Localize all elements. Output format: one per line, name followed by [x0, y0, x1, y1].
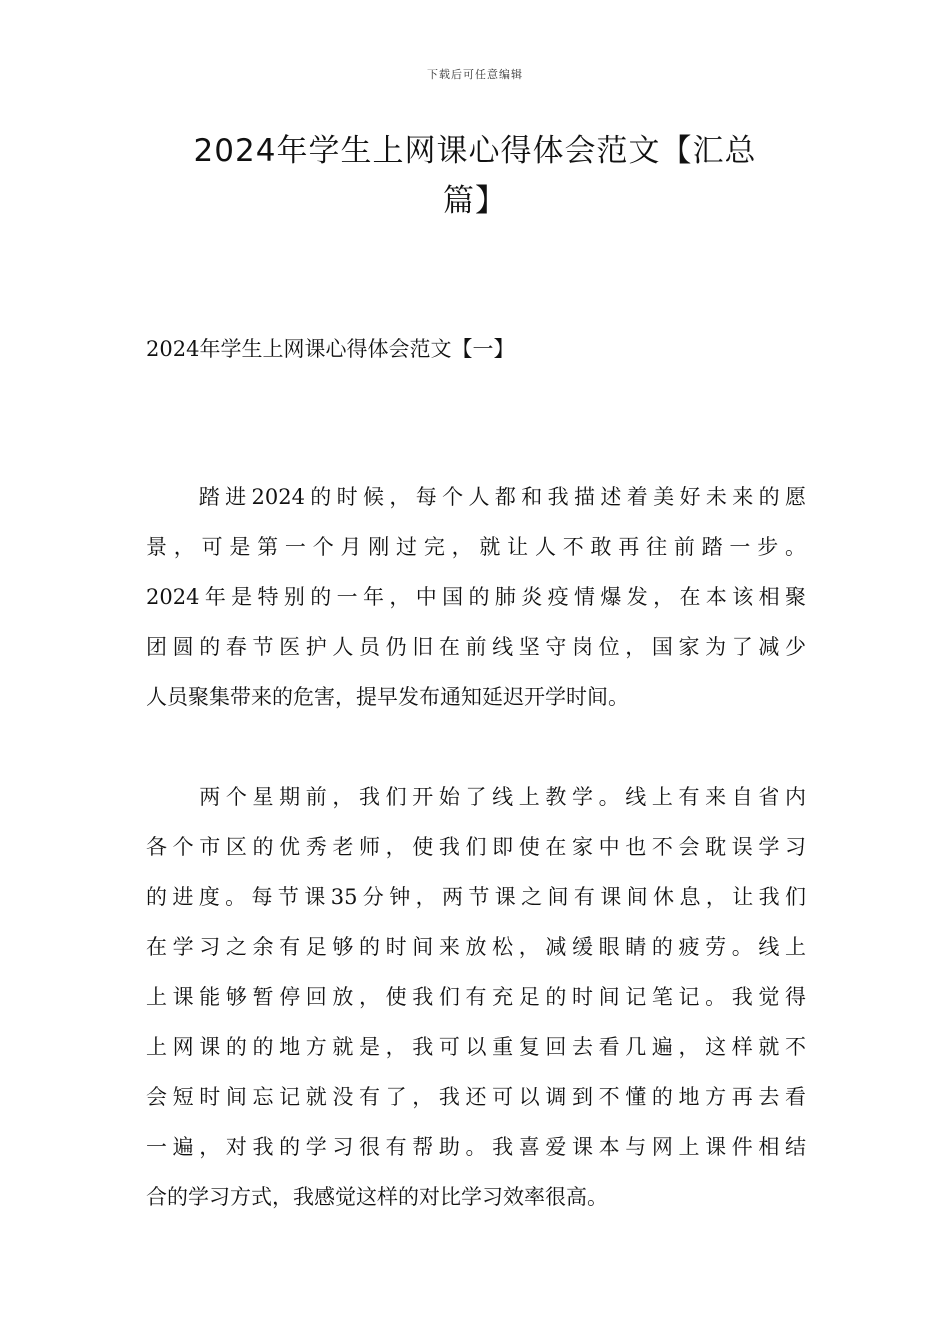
paragraph-line: 踏进2024的时候，每个人都和我描述着美好未来的愿 — [146, 485, 806, 509]
paragraph-2 — [146, 772, 806, 1222]
paragraph-line: 会短时间忘记就没有了，我还可以调到不懂的地方再去看 — [146, 1085, 806, 1109]
paragraph-line: 上网课的的地方就是，我可以重复回去看几遍，这样就不 — [146, 1035, 806, 1059]
paragraph-line: 团圆的春节医护人员仍旧在前线坚守岗位，国家为了减少 — [146, 635, 806, 659]
paragraph-line: 一遍，对我的学习很有帮助。我喜爱课本与网上课件相结 — [146, 1135, 806, 1159]
paragraph-line: 两个星期前，我们开始了线上教学。线上有来自省内 — [146, 785, 806, 809]
paragraph-line: 人员聚集带来的危害，提早发布通知延迟开学时间。 — [146, 685, 629, 709]
paragraph-line: 的进度。每节课35分钟，两节课之间有课间休息，让我们 — [146, 885, 806, 909]
header-note: 下载后可任意编辑 — [427, 68, 523, 81]
paragraph-line: 上课能够暂停回放，使我们有充足的时间记笔记。我觉得 — [146, 985, 806, 1009]
section-heading: 2024年学生上网课心得体会范文【一】 — [146, 337, 515, 361]
paragraph-line: 景，可是第一个月刚过完，就让人不敢再往前踏一步。 — [146, 535, 806, 559]
paragraph-line: 2024年是特别的一年，中国的肺炎疫情爆发，在本该相聚 — [146, 585, 806, 609]
document-title-line-2: 篇】 — [443, 183, 507, 219]
paragraph-line: 在学习之余有足够的时间来放松，减缓眼睛的疲劳。线上 — [146, 935, 806, 959]
document-title-line-1: 2024年学生上网课心得体会范文【汇总 — [193, 133, 757, 169]
paragraph-line: 各个市区的优秀老师，使我们即使在家中也不会耽误学习 — [146, 835, 806, 859]
document-title — [160, 126, 790, 226]
paragraph-line: 合的学习方式，我感觉这样的对比学习效率很高。 — [146, 1185, 608, 1209]
paragraph-1 — [146, 472, 806, 722]
